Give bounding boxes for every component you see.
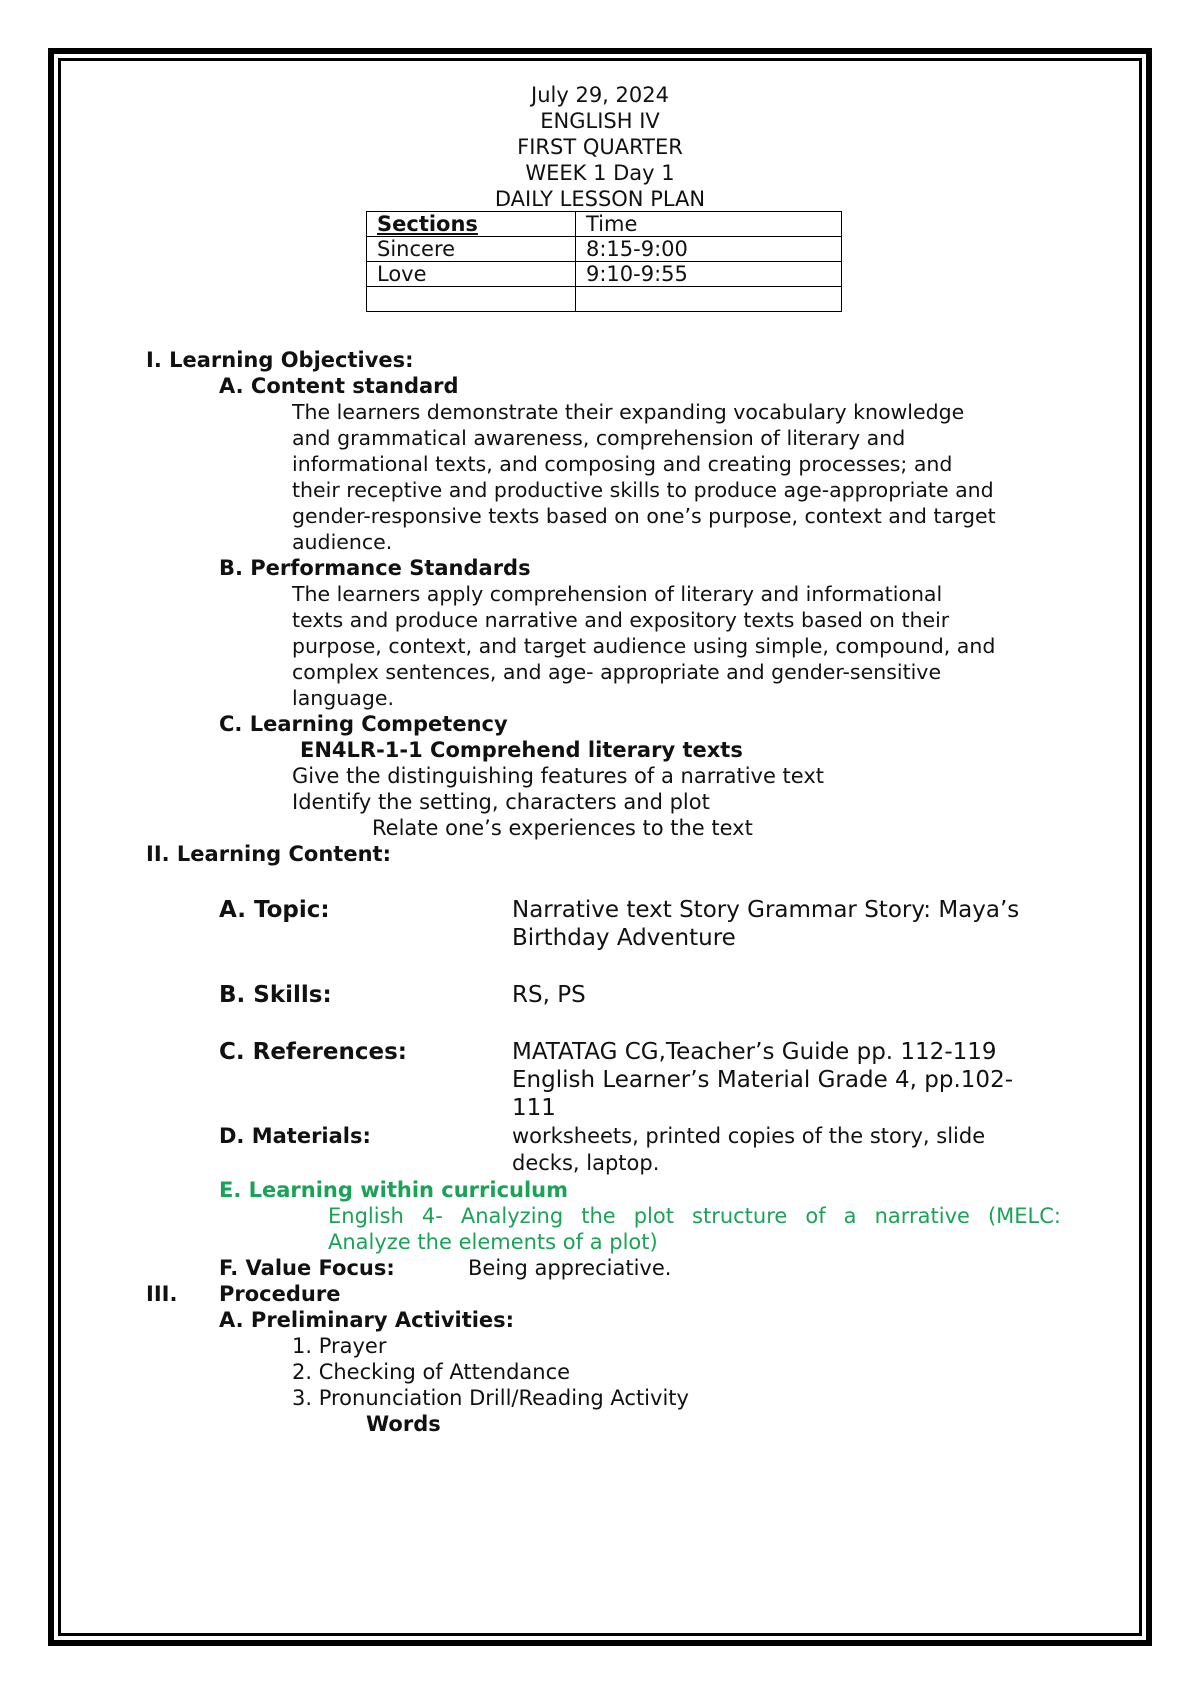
procedure-roman: III. bbox=[146, 1282, 178, 1306]
references-label: C. References: bbox=[219, 1039, 407, 1065]
subject-title: ENGLISH IV bbox=[540, 109, 660, 133]
topic-line: Narrative text Story Grammar Story: Maya’s bbox=[512, 897, 1020, 923]
content-standard-label: A. Content standard bbox=[219, 374, 459, 398]
curriculum-line: Analyze the elements of a plot) bbox=[328, 1230, 658, 1254]
materials-line: decks, laptop. bbox=[512, 1151, 660, 1175]
skills-label: B. Skills: bbox=[219, 982, 332, 1008]
document-type-title: DAILY LESSON PLAN bbox=[494, 187, 706, 211]
quarter-title: FIRST QUARTER bbox=[517, 135, 683, 159]
section-name: Love bbox=[367, 262, 576, 287]
performance-line: complex sentences, and age- appropriate and gender-sensitive bbox=[292, 660, 942, 684]
competency-code: EN4LR-1-1 Comprehend literary texts bbox=[300, 738, 743, 762]
week-day-title: WEEK 1 Day 1 bbox=[525, 161, 675, 185]
words-label: Words bbox=[366, 1412, 441, 1436]
skills-value: RS, PS bbox=[512, 982, 586, 1008]
schedule-header-row bbox=[367, 212, 842, 237]
time-header: Time bbox=[576, 212, 842, 237]
section-name: Sincere bbox=[367, 237, 576, 262]
section-time: 9:10-9:55 bbox=[576, 262, 842, 287]
topic-label: A. Topic: bbox=[219, 897, 330, 923]
value-focus-label: F. Value Focus: bbox=[219, 1256, 395, 1280]
procedure-item: 2. Checking of Attendance bbox=[292, 1360, 571, 1384]
performance-line: The learners apply comprehension of literary and informational bbox=[292, 582, 943, 606]
section-time: 8:15-9:00 bbox=[576, 237, 842, 262]
schedule-row bbox=[367, 287, 842, 312]
procedure-item: 3. Pronunciation Drill/Reading Activity bbox=[292, 1386, 689, 1410]
content-standard-line: and grammatical awareness, comprehension of literary and bbox=[292, 426, 906, 450]
competency-item: Identify the setting, characters and plot bbox=[292, 790, 710, 814]
learning-content-heading: II. Learning Content: bbox=[146, 842, 391, 866]
performance-line: language. bbox=[292, 686, 394, 710]
lesson-date: July 29, 2024 bbox=[531, 83, 669, 107]
schedule-table bbox=[366, 211, 842, 312]
content-standard-line: The learners demonstrate their expanding vocabulary knowledge bbox=[292, 400, 965, 424]
materials-line: worksheets, printed copies of the story, slide bbox=[512, 1124, 986, 1148]
competency-item: Give the distinguishing features of a narrative text bbox=[292, 764, 825, 788]
materials-label: D. Materials: bbox=[219, 1124, 371, 1148]
sections-header-label: Sections bbox=[377, 212, 478, 236]
content-standard-line: their receptive and productive skills to produce age-appropriate and bbox=[292, 478, 994, 502]
content-standard-line: audience. bbox=[292, 530, 393, 554]
preliminary-activities-label: A. Preliminary Activities: bbox=[219, 1308, 515, 1332]
curriculum-line: English 4- Analyzing the plot structure of a narrative (MELC: bbox=[328, 1204, 1061, 1228]
topic-line: Birthday Adventure bbox=[512, 925, 736, 951]
performance-standards-text bbox=[292, 581, 1062, 711]
value-focus-text: Being appreciative. bbox=[468, 1256, 672, 1280]
references-line: 111 bbox=[512, 1095, 556, 1121]
content-standard-line: informational texts, and composing and creating processes; and bbox=[292, 452, 953, 476]
section-name bbox=[367, 287, 576, 312]
procedure-item: 1. Prayer bbox=[292, 1334, 387, 1358]
curriculum-label: E. Learning within curriculum bbox=[219, 1178, 569, 1202]
learning-competency-label: C. Learning Competency bbox=[219, 712, 508, 736]
objectives-heading: I. Learning Objectives: bbox=[146, 348, 414, 372]
performance-line: purpose, context, and target audience using simple, compound, and bbox=[292, 634, 996, 658]
content-standard-line: gender-responsive texts based on one’s purpose, context and target bbox=[292, 504, 996, 528]
references-line: MATATAG CG,Teacher’s Guide pp. 112-119 bbox=[512, 1039, 997, 1065]
performance-standards-label: B. Performance Standards bbox=[219, 556, 531, 580]
schedule-row bbox=[367, 262, 842, 287]
competency-item: Relate one’s experiences to the text bbox=[372, 816, 753, 840]
content-standard-text bbox=[292, 399, 1062, 555]
performance-line: texts and produce narrative and expository texts based on their bbox=[292, 608, 950, 632]
procedure-heading: Procedure bbox=[219, 1282, 341, 1306]
sections-header bbox=[367, 212, 576, 237]
section-time bbox=[576, 287, 842, 312]
schedule-row bbox=[367, 237, 842, 262]
references-line: English Learner’s Material Grade 4, pp.102- bbox=[512, 1067, 1014, 1093]
